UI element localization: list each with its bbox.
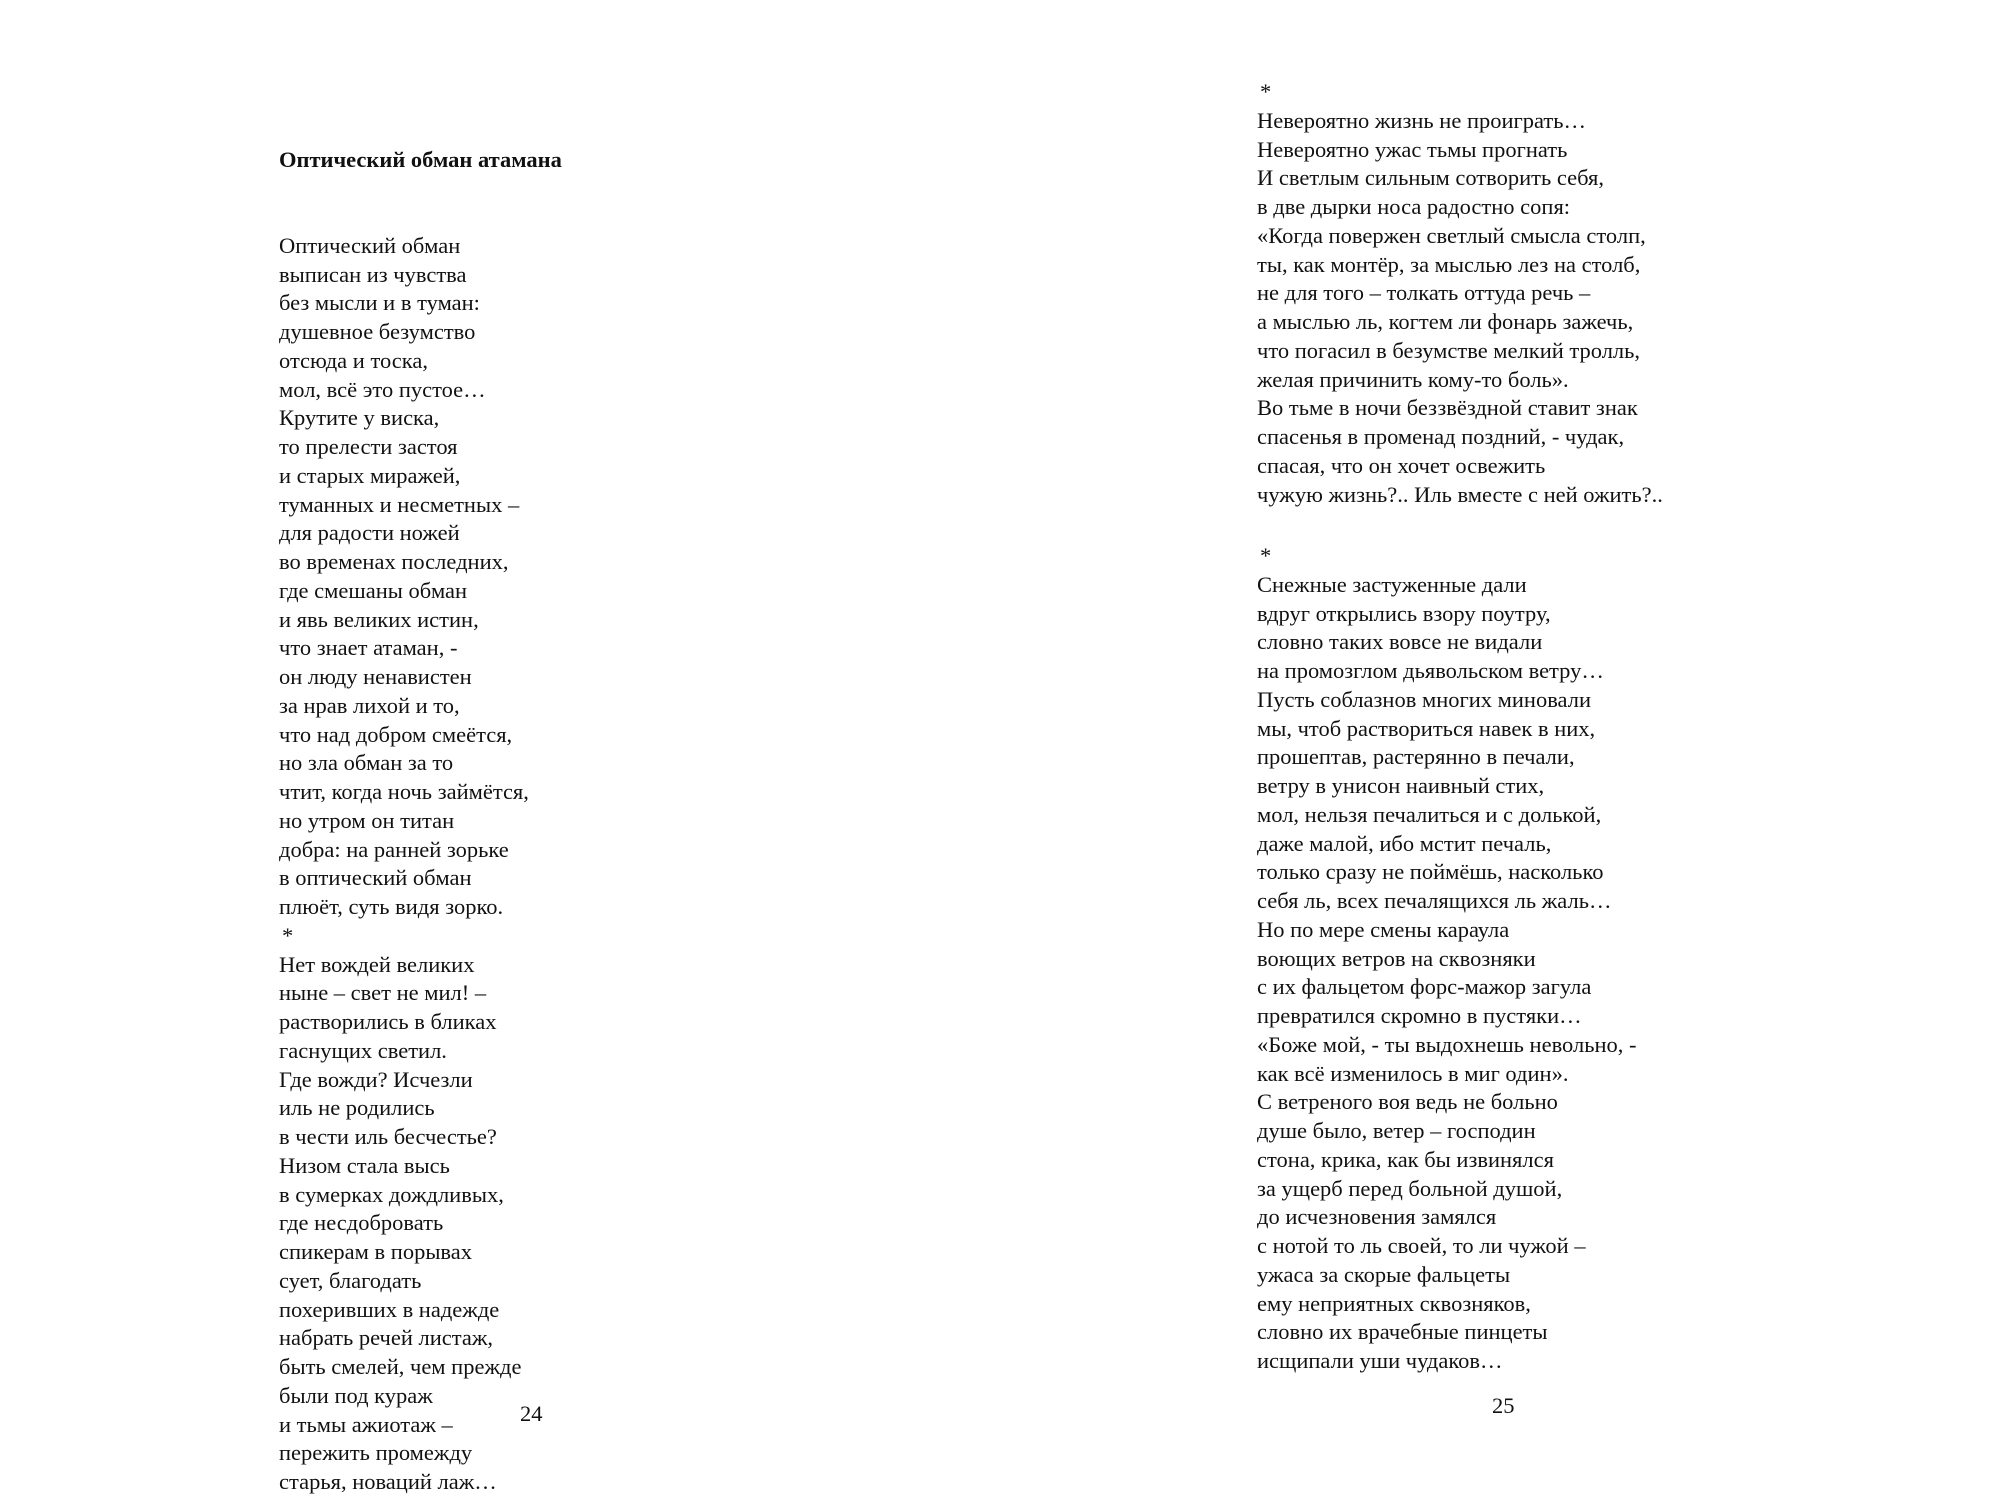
verse-line: где смешаны обман xyxy=(279,577,468,603)
verse-line: а мыслью ль, когтем ли фонарь зажечь, xyxy=(1257,309,1634,334)
verse-line: мы, чтоб раствориться навек в них, xyxy=(1257,715,1596,741)
section-separator: * xyxy=(1260,543,1272,568)
verse-line: в чести иль бесчестье? xyxy=(279,1124,497,1149)
verse-line: «Боже мой, - ты выдохнешь невольно, - xyxy=(1257,1031,1637,1057)
verse-line: но зла обман за то xyxy=(279,750,454,776)
verse-line: с их фальцетом форс-мажор загула xyxy=(1257,974,1592,1000)
verse-line: выписан из чувства xyxy=(279,261,467,287)
verse-line: словно их врачебные пинцеты xyxy=(1257,1319,1548,1345)
verse-line: старья, новаций лаж… xyxy=(279,1469,497,1494)
section-separator: * xyxy=(282,922,294,948)
verse-line: Низом стала высь xyxy=(279,1152,450,1178)
verse-line: Невероятно жизнь не проиграть… xyxy=(1257,107,1586,133)
verse-line: сует, благодать xyxy=(279,1267,422,1293)
verse-line: за нрав лихой и то, xyxy=(279,692,460,718)
verse-line: только сразу не поймёшь, насколько xyxy=(1257,859,1604,885)
verse-line: быть смелей, чем прежде xyxy=(279,1354,522,1379)
verse-line: что над добром смеётся, xyxy=(279,721,513,747)
verse-line: отсюда и тоска, xyxy=(279,347,428,373)
verse-line: с нотой то ль своей, то ли чужой – xyxy=(1257,1233,1586,1258)
page-number-right: 25 xyxy=(1492,1393,1515,1418)
verse-line: похеривших в надежде xyxy=(279,1296,500,1322)
verse-line: Нет вождей великих xyxy=(279,951,475,977)
verse-line: гаснущих светил. xyxy=(279,1037,447,1063)
verse-line: туманных и несметных – xyxy=(279,491,520,517)
verse-line: чтит, когда ночь займётся, xyxy=(279,779,529,804)
verse-line: С ветреного воя ведь не больно xyxy=(1257,1089,1558,1115)
verse-line: прошептав, растерянно в печали, xyxy=(1257,744,1575,770)
verse-line: ему неприятных сквозняков, xyxy=(1257,1290,1531,1316)
verse-line: душевное безумство xyxy=(279,319,476,344)
verse-line: себя ль, всех печалящихся ль жаль… xyxy=(1257,888,1612,913)
verse-line: растворились в бликах xyxy=(279,1009,497,1034)
verse-line: в две дырки носа радостно сопя: xyxy=(1257,194,1571,219)
verse-line: чужую жизнь?.. Иль вместе с ней ожить?.. xyxy=(1257,481,1663,507)
verse-line: душе было, ветер – господин xyxy=(1257,1118,1536,1143)
verse-line: как всё изменилось в миг один». xyxy=(1257,1060,1569,1086)
verse-line: и явь великих истин, xyxy=(279,606,479,632)
verse-line: ветру в унисон наивный стих, xyxy=(1257,773,1545,798)
verse-line: плюёт, суть видя зорко. xyxy=(279,894,504,919)
verse-line: ныне – свет не мил! – xyxy=(279,980,487,1006)
verse-line: Невероятно ужас тьмы прогнать xyxy=(1257,136,1568,162)
right-page xyxy=(1000,0,2000,1478)
verse-line: и старых миражей, xyxy=(279,462,461,488)
verse-line: воющих ветров на сквозняки xyxy=(1257,945,1536,971)
verse-line: в оптический обман xyxy=(279,865,472,891)
verse-line: что знает атаман, - xyxy=(279,635,458,661)
verse-line: не для того – толкать оттуда речь – xyxy=(1257,280,1591,306)
section-separator: * xyxy=(1260,79,1272,104)
verse-line: он люду ненавистен xyxy=(279,664,472,689)
left-page xyxy=(0,0,1000,1494)
verse-line: мол, нельзя печалиться и с долькой, xyxy=(1257,801,1602,827)
right-page-poem-2 xyxy=(1257,542,1637,1376)
poem-title: Оптический обман атамана xyxy=(279,146,562,172)
verse-line: набрать речей листаж, xyxy=(279,1325,494,1351)
verse-line: Где вожди? Исчезли xyxy=(279,1066,473,1092)
verse-line: на промозглом дьявольском ветру… xyxy=(1257,658,1604,683)
verse-line: до исчезновения замялся xyxy=(1257,1204,1497,1230)
verse-line: Пусть соблазнов многих миновали xyxy=(1257,686,1591,712)
verse-line: пережить промежду xyxy=(279,1440,473,1466)
verse-line: «Когда повержен светлый смысла столп, xyxy=(1257,222,1646,248)
verse-line: мол, всё это пустое… xyxy=(279,376,486,402)
verse-line: где несдобровать xyxy=(279,1210,444,1236)
verse-line: во временах последних, xyxy=(279,549,509,574)
verse-line: вдруг открылись взору поутру, xyxy=(1257,600,1551,626)
verse-line: но утром он титан xyxy=(279,807,455,833)
verse-line: за ущерб перед больной душой, xyxy=(1257,1175,1563,1201)
verse-line: добра: на ранней зорьке xyxy=(279,836,509,862)
verse-line: спасенья в променад поздний, - чудак, xyxy=(1257,424,1625,449)
verse-line: были под кураж xyxy=(279,1382,433,1408)
verse-line: и тьмы ажиотаж – xyxy=(279,1411,453,1437)
verse-line: стона, крика, как бы извинялся xyxy=(1257,1146,1554,1172)
verse-line: что погасил в безумстве мелкий тролль, xyxy=(1257,337,1641,363)
verse-line: без мысли и в туман: xyxy=(279,290,480,316)
verse-line: Снежные застуженные дали xyxy=(1257,571,1527,597)
verse-line: желая причинить кому-то боль». xyxy=(1257,366,1569,392)
left-page-text xyxy=(279,88,562,1497)
right-page-poem-1 xyxy=(1257,78,1663,509)
verse-line: исщипали уши чудаков… xyxy=(1257,1348,1503,1373)
verse-line: Крутите у виска, xyxy=(279,405,440,431)
verse-line: спикерам в порывах xyxy=(279,1239,472,1264)
verse-line: иль не родились xyxy=(279,1095,435,1121)
verse-line: И светлым сильным сотворить себя, xyxy=(1257,165,1604,191)
verse-line: Оптический обман xyxy=(279,232,461,258)
verse-line: ужаса за скорые фальцеты xyxy=(1257,1261,1511,1287)
verse-line: в сумерках дождливых, xyxy=(279,1181,504,1207)
verse-line: для радости ножей xyxy=(279,520,460,546)
verse-line: даже малой, ибо мстит печаль, xyxy=(1257,830,1552,856)
verse-line: то прелести застоя xyxy=(279,434,458,459)
verse-line: превратился скромно в пустяки… xyxy=(1257,1003,1582,1028)
verse-line: спасая, что он хочет освежить xyxy=(1257,452,1546,478)
verse-line: Во тьме в ночи беззвёздной ставит знак xyxy=(1257,395,1638,421)
verse-line: ты, как монтёр, за мыслью лез на столб, xyxy=(1257,251,1641,277)
page-number-left: 24 xyxy=(520,1401,543,1426)
verse-line: Но по мере смены караула xyxy=(1257,916,1510,942)
verse-line: словно таких вовсе не видали xyxy=(1257,629,1543,655)
